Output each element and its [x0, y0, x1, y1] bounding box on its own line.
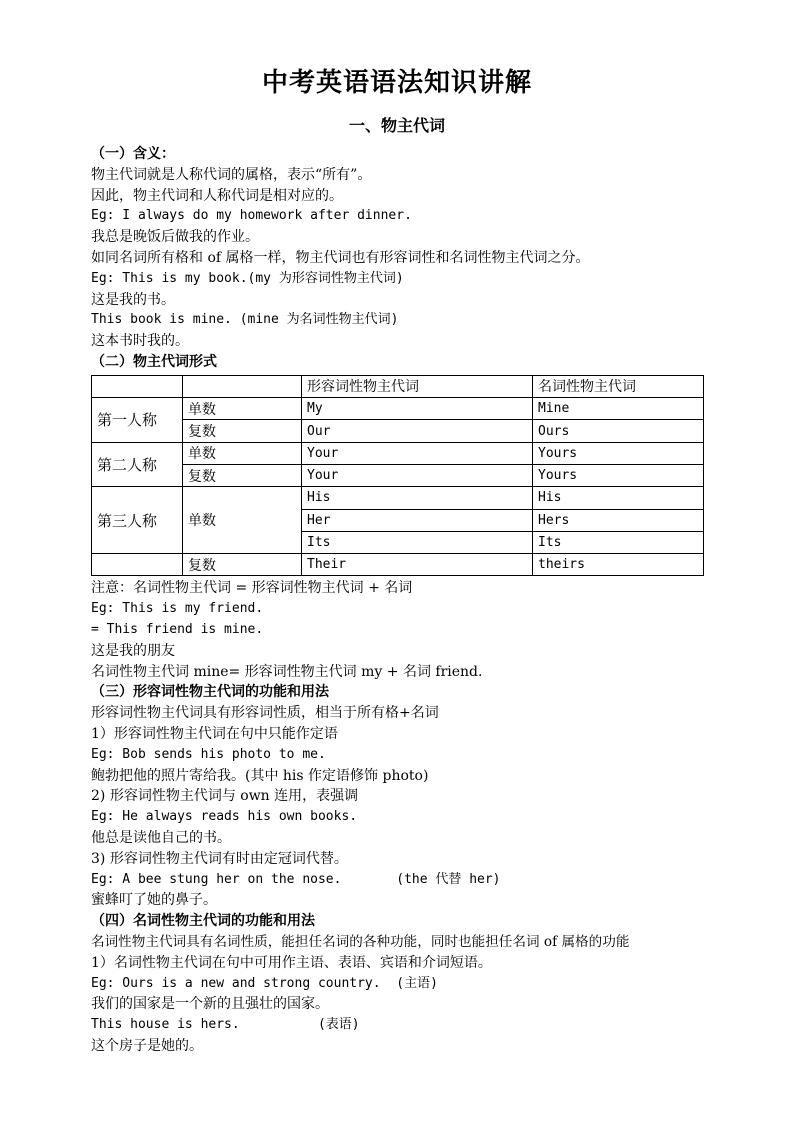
example-line: Eg: Bob sends his photo to me.: [91, 746, 326, 762]
noun-cell: Mine: [533, 398, 704, 420]
table-row: [92, 420, 704, 442]
heading-meaning: （一）含义：: [91, 146, 175, 162]
noun-cell: Hers: [533, 509, 704, 531]
header-cell: [92, 375, 183, 397]
header-cell: 名词性物主代词: [533, 375, 704, 397]
adj-cell: Your: [302, 464, 533, 486]
text-line: 形容词性物主代词具有形容词性质，相当于所有格+名词: [91, 705, 439, 722]
empty-cell: [92, 554, 183, 576]
text-line: 这个房子是她的。: [91, 1037, 203, 1054]
note-line: 注意：名词性物主代词 = 形容词性物主代词 + 名词: [91, 580, 413, 597]
table-row: [92, 398, 704, 420]
number-cell: 单数: [183, 398, 302, 420]
noun-cell: theirs: [533, 554, 704, 576]
text-line: 名词性物主代词具有名词性质，能担任名词的各种功能，同时也能担任名词 of 属格的功能: [91, 933, 630, 950]
person-cell: 第三人称: [92, 487, 183, 554]
number-cell: 复数: [183, 554, 302, 576]
example-line: Eg: Ours is a new and strong country. (主语): [91, 975, 438, 991]
number-cell: 复数: [183, 420, 302, 442]
example-line: Eg: This is my friend.: [91, 601, 264, 617]
example-line: This house is hers. (表语): [91, 1017, 360, 1033]
text-line: 3) 形容词性物主代词有时由定冠词代替。: [91, 850, 348, 867]
example-line: Eg: A bee stung her on the nose. (the 代替 her): [91, 871, 501, 887]
text-line: 物主代词就是人称代词的属格，表示“所有”。: [91, 166, 372, 183]
heading-adjective-usage: （三）形容词性物主代词的功能和用法: [91, 684, 329, 701]
adj-cell: Your: [302, 442, 533, 464]
text-line: 这是我的朋友: [91, 642, 175, 659]
header-cell: [183, 375, 302, 397]
noun-cell: Ours: [533, 420, 704, 442]
noun-cell: Yours: [533, 464, 704, 486]
noun-cell: Yours: [533, 442, 704, 464]
adj-cell: His: [302, 487, 533, 509]
header-cell: 形容词性物主代词: [302, 375, 533, 397]
heading-forms: （二）物主代词形式: [91, 353, 217, 370]
text-line: 1）名词性物主代词在句中可用作主语、表语、宾语和介词短语。: [91, 954, 492, 971]
noun-cell: His: [533, 487, 704, 509]
table-header-row: [92, 375, 704, 397]
text-line: 我们的国家是一个新的且强壮的国家。: [91, 996, 329, 1013]
example-line: Eg: This is my book.(my 为形容词性物主代词): [91, 270, 404, 286]
text-line: 蜜蜂叮了她的鼻子。: [91, 892, 217, 909]
adj-cell: Its: [302, 531, 533, 553]
text-line: 他总是读他自己的书。: [91, 830, 231, 846]
person-cell: 第二人称: [92, 442, 183, 487]
example-line: Eg: I always do my homework after dinner.: [91, 208, 412, 224]
text-line: 1）形容词性物主代词在句中只能作定语: [91, 726, 338, 743]
table-row: [92, 554, 704, 576]
example-line: Eg: He always reads his own books.: [91, 809, 358, 825]
example-line: = This friend is mine.: [91, 622, 264, 638]
example-line: This book is mine. (mine 为名词性物主代词): [91, 312, 399, 328]
text-line: 这本书时我的。: [91, 333, 189, 350]
table-row: [92, 442, 704, 464]
text-line: 这是我的书。: [91, 291, 175, 308]
table-row: [92, 487, 704, 509]
noun-cell: Its: [533, 531, 704, 553]
document-body: [91, 144, 731, 1057]
adj-cell: Their: [302, 554, 533, 576]
text-line: 鲍勃把他的照片寄给我。(其中 his 作定语修饰 photo): [91, 767, 429, 784]
number-cell: 单数: [183, 487, 302, 554]
text-line: 我总是晚饭后做我的作业。: [91, 229, 259, 246]
pronoun-table: [91, 375, 704, 577]
table-row: [92, 464, 704, 486]
person-cell: 第一人称: [92, 398, 183, 443]
number-cell: 单数: [183, 442, 302, 464]
text-line: 如同名词所有格和 of 属格一样，物主代词也有形容词性和名词性物主代词之分。: [91, 249, 590, 266]
page-title: 中考英语语法知识讲解: [261, 68, 532, 98]
adj-cell: Our: [302, 420, 533, 442]
text-line: 名词性物主代词 mine= 形容词性物主代词 my + 名词 friend.: [91, 663, 483, 680]
section-title: 一、物主代词: [348, 116, 445, 135]
text-line: 2) 形容词性物主代词与 own 连用，表强调: [91, 788, 359, 805]
adj-cell: My: [302, 398, 533, 420]
pronoun-table-wrapper: [91, 375, 731, 577]
text-line: 因此，物主代词和人称代词是相对应的。: [91, 187, 343, 204]
adj-cell: Her: [302, 509, 533, 531]
heading-noun-usage: （四）名词性物主代词的功能和用法: [91, 913, 315, 930]
number-cell: 复数: [183, 464, 302, 486]
